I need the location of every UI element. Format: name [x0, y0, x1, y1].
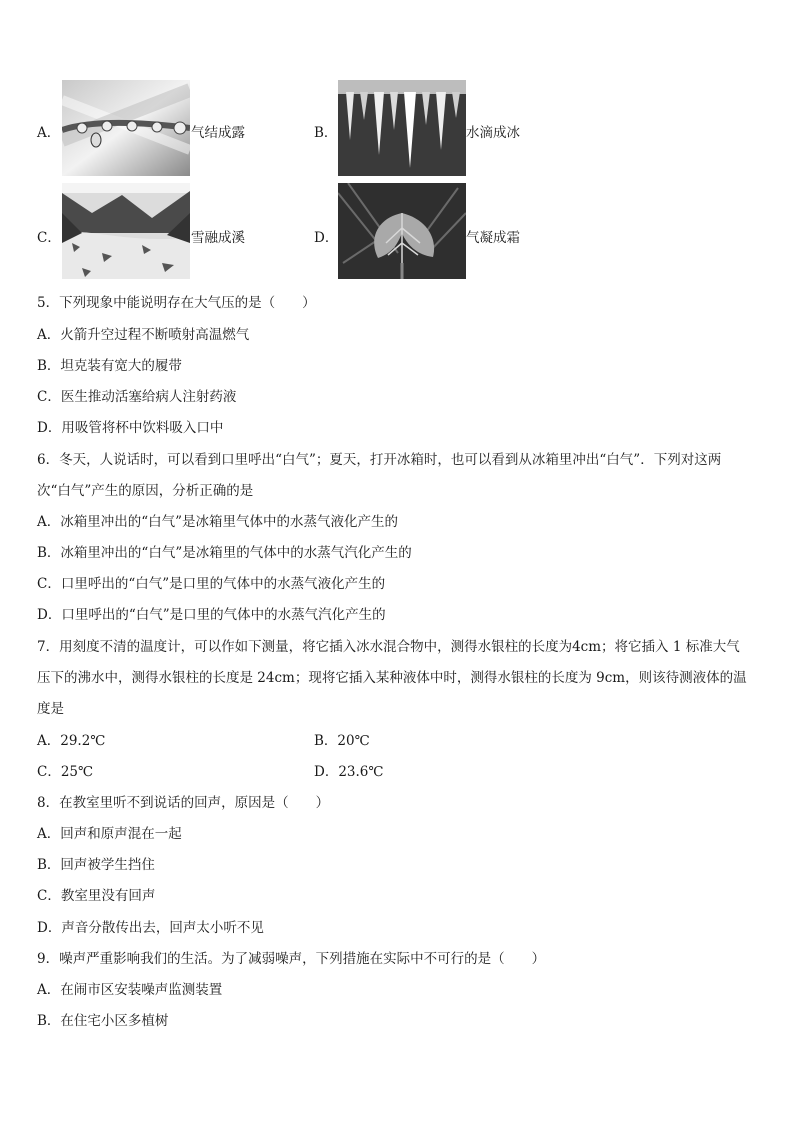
q7-stem-line2: 压下的沸水中，测得水银柱的长度是 24cm；现将它插入某种液体中时，测得水银柱的长度为 9cm，则该待测液体的温 — [37, 670, 747, 686]
q4-option-c-letter: C． — [37, 230, 61, 246]
dew-drops-image — [62, 80, 190, 176]
q6-option-a: A．冰箱里冲出的“白气”是冰箱里气体中的水蒸气液化产生的 — [37, 514, 399, 530]
q8-option-d: D．声音分散传出去，回声太小听不见 — [37, 920, 264, 936]
q4-option-b-letter: B． — [314, 125, 338, 141]
q4-option-c-caption: 雪融成溪 — [191, 230, 245, 246]
q8-option-a: A．回声和原声混在一起 — [37, 826, 182, 842]
q4-option-a-letter: A． — [37, 125, 61, 141]
q4-option-a-caption: 气结成露 — [191, 125, 245, 141]
q4-option-b-caption: 水滴成冰 — [466, 125, 520, 141]
q8-option-c: C．教室里没有回声 — [37, 888, 156, 904]
q7-option-b: B．20℃ — [314, 733, 370, 749]
q6-option-b: B．冰箱里冲出的“白气”是冰箱里的气体中的水蒸气汽化产生的 — [37, 545, 412, 561]
q6-option-c: C．口里呼出的“白气”是口里的气体中的水蒸气液化产生的 — [37, 576, 386, 592]
q7-stem-line3: 度是 — [37, 701, 64, 717]
q7-option-c: C．25℃ — [37, 764, 94, 780]
q7-option-a: A．29.2℃ — [37, 733, 106, 749]
q5-stem: 5．下列现象中能说明存在大气压的是（ ） — [37, 295, 316, 311]
q5-option-a: A．火箭升空过程不断喷射高温燃气 — [37, 327, 250, 343]
q5-option-b: B．坦克装有宽大的履带 — [37, 358, 182, 374]
q9-option-a: A．在闹市区安装噪声监测装置 — [37, 982, 223, 998]
q6-option-d: D．口里呼出的“白气”是口里的气体中的水蒸气汽化产生的 — [37, 607, 386, 623]
q8-stem: 8．在教室里听不到说话的回声，原因是（ ） — [37, 795, 330, 811]
q9-option-b: B．在住宅小区多植树 — [37, 1013, 169, 1029]
snowmelt-valley-image — [62, 183, 190, 279]
q4-option-d-caption: 气凝成霜 — [466, 230, 520, 246]
frost-leaf-image — [338, 183, 466, 279]
q6-stem-line1: 6．冬天，人说话时，可以看到口里呼出“白气”；夏天，打开冰箱时，也可以看到从冰箱里冲出“白气”．下列对这两 — [37, 452, 722, 468]
q4-option-d-letter: D． — [314, 230, 339, 246]
q6-stem-line2: 次“白气”产生的原因，分析正确的是 — [37, 483, 254, 499]
q5-option-c: C．医生推动活塞给病人注射药液 — [37, 389, 237, 405]
q7-stem-line1: 7．用刻度不清的温度计，可以作如下测量，将它插入冰水混合物中，测得水银柱的长度为4cm；将它插入 1 标准大气 — [37, 639, 740, 655]
icicles-image — [338, 80, 466, 176]
q8-option-b: B．回声被学生挡住 — [37, 857, 155, 873]
q5-option-d: D．用吸管将杯中饮料吸入口中 — [37, 420, 224, 436]
q9-stem: 9．噪声严重影响我们的生活。为了减弱噪声，下列措施在实际中不可行的是（ ） — [37, 951, 546, 967]
q7-option-d: D．23.6℃ — [314, 764, 384, 780]
